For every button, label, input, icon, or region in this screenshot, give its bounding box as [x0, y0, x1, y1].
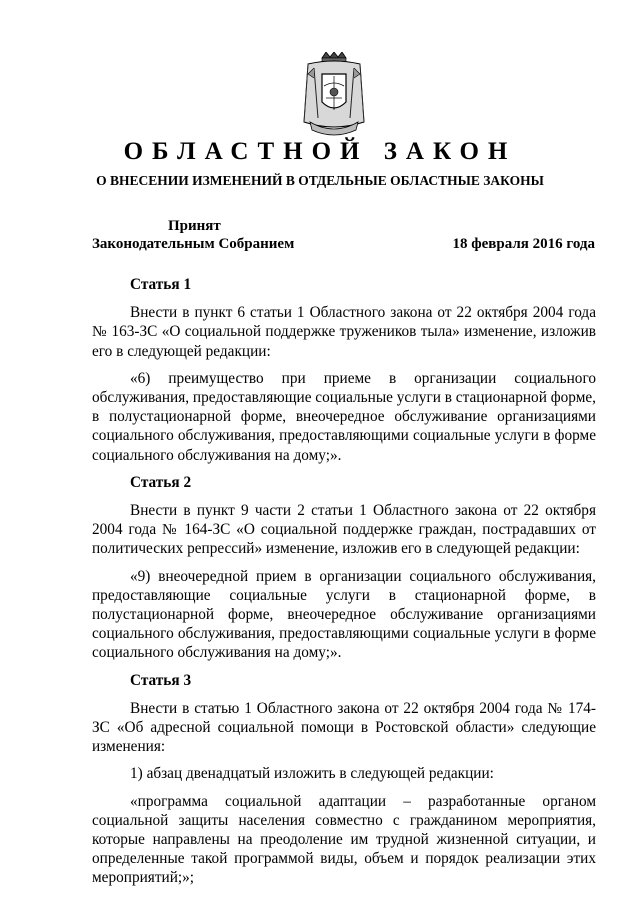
article-heading: Статья 1 — [130, 276, 192, 293]
article-1 — [92, 275, 596, 465]
adopted-label: Принят — [168, 218, 221, 234]
article-paragraph: 1) абзац двенадцатый изложить в следующей редакции: — [130, 765, 494, 783]
coat-of-arms-emblem — [294, 52, 374, 140]
document-title: ОБЛАСТНОЙ ЗАКОН — [123, 138, 517, 165]
article-heading: Статья 3 — [130, 671, 192, 689]
article-paragraph: «программа социальной адаптации – разработанные органом социальной защиты населения совместно с гражданином мероприятия, которые направлены на преодоление им трудной жизненной ситуации, и определенные такой программой виды, объем и порядок реализации этих мероприятий;»; — [92, 792, 596, 887]
article-paragraph: Внести в пункт 6 статьи 1 Областного закона от 22 октября 2004 года № 163-ЗС «О социальной поддержке тружеников тыла» изменение, изложив его в следующей редакции: — [92, 304, 596, 360]
adopted-date: 18 февраля 2016 года — [452, 236, 595, 252]
article-paragraph: Внести в статью 1 Областного закона от 22 октября 2004 года № 174-ЗС «Об адресной социальной помощи в Ростовской области» следующие изменения: — [92, 699, 596, 756]
article-heading: Статья 2 — [130, 473, 192, 491]
document-body — [92, 275, 596, 896]
document-subtitle: О ВНЕСЕНИИ ИЗМЕНЕНИЙ В ОТДЕЛЬНЫЕ ОБЛАСТНЫЕ ЗАКОНЫ — [96, 173, 544, 188]
article-3 — [92, 671, 596, 888]
adopted-by: Законодательным Собранием — [92, 236, 295, 252]
article-paragraph: Внести в пункт 9 части 2 статьи 1 Областного закона от 22 октября 2004 года № 164-ЗС «О социальной поддержке граждан, пострадавших от политических репрессий» изменение, изложив его в следующей редакции: — [92, 502, 596, 558]
article-paragraph: «6) преимущество при приеме в организации социального обслуживания, предоставляющие социальные услуги в стационарной форме, в полустационарной форме, внеочередное обслуживание организациями социального обслуживания, предоставляющими социальные услуги в форме социального обслуживания на дому;». — [92, 369, 596, 464]
article-paragraph: «9) внеочередной прием в организации социального обслуживания, предоставляющие социальные услуги в стационарной форме, в полустационарной форме, внеочередное обслуживание организациями социального обслуживания, предоставляющими социальные услуги в форме социального обслуживания на дому;». — [92, 567, 596, 662]
article-2 — [92, 473, 596, 663]
